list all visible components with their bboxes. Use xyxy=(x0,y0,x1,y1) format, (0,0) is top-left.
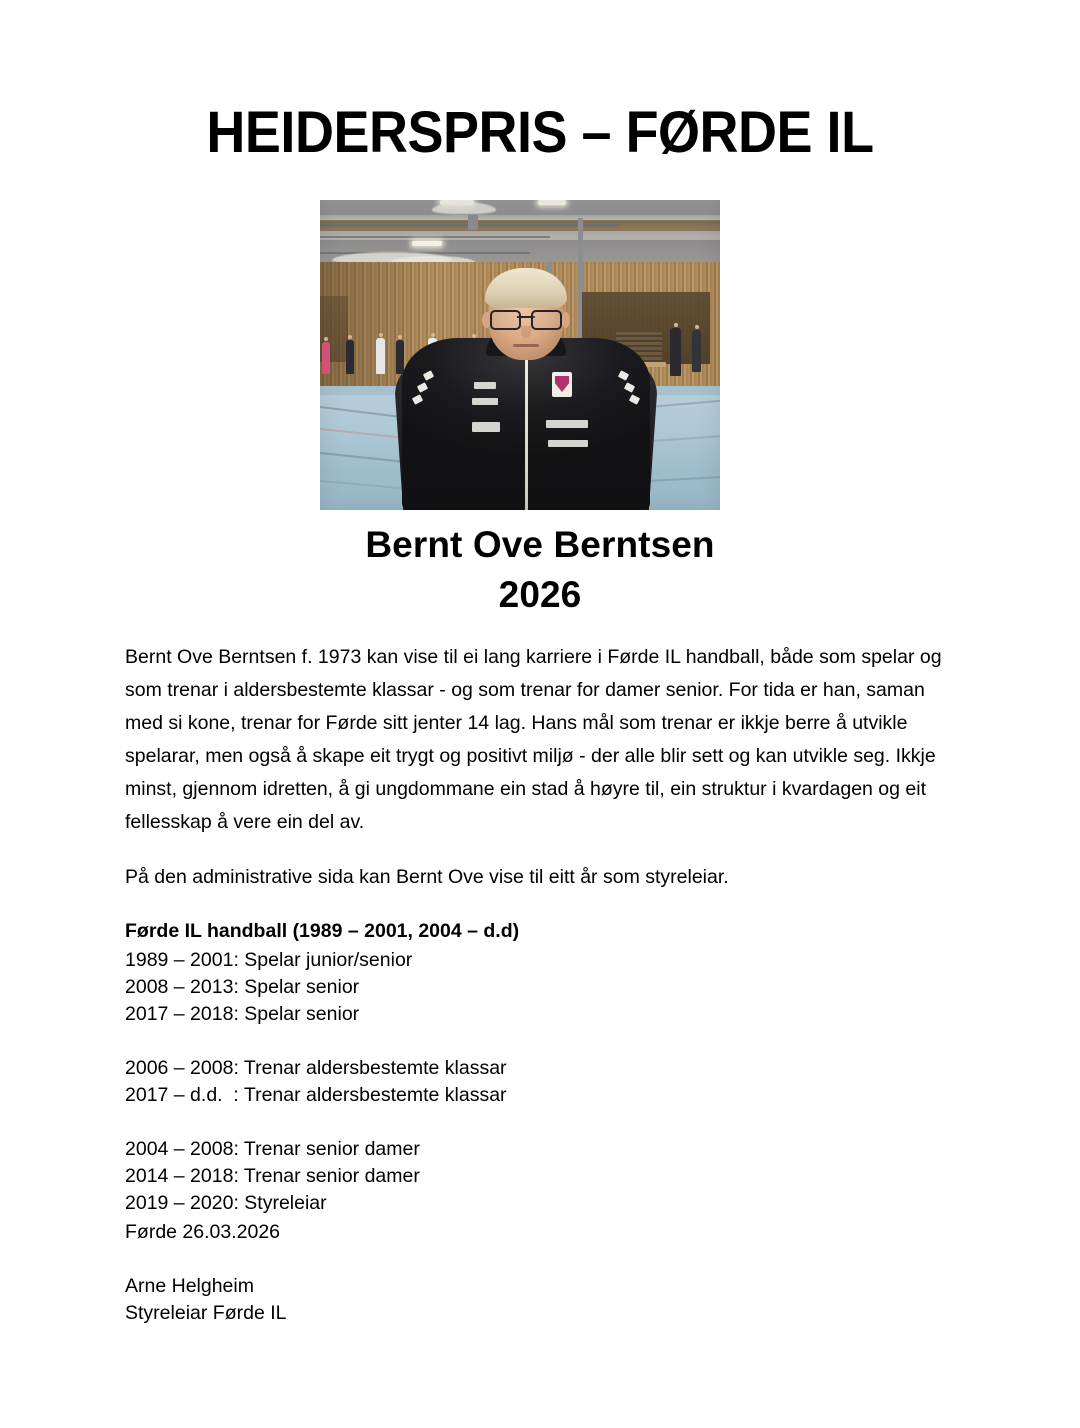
photo-canvas xyxy=(320,200,720,510)
signature-block xyxy=(125,1219,825,1327)
career-item: 1989 – 2001: Spelar junior/senior xyxy=(125,949,413,971)
award-year: 2026 xyxy=(498,574,582,615)
subject-eyebrow-right xyxy=(537,305,559,308)
sponsor-spenst-logo xyxy=(546,420,588,428)
signature-spacer xyxy=(125,1246,825,1273)
paragraph-biography: Bernt Ove Berntsen f. 1973 kan vise til ei lang karriere i Førde IL handball, både som spelar og som trenar i aldersbestemte klassar - og som trenar for damer senior. For tida er han, saman med si kone, trenar for Førde sitt jenter 14 lag. Hans mål som trenar er ikkje berre å utvikle spelarar, men også å skape eit trygt og positivt miljø - der alle blir sett og kan utvikle seg. Ikkje minst, gjennom idretten, å gi ungdommane ein stad å høyre til, ein struktur i kvardagen og eit fellesskap å vere ein del av. xyxy=(125,646,942,833)
career-item: 2017 – d.d. : Trenar aldersbestemte klassar xyxy=(125,1084,507,1106)
background-person xyxy=(692,330,701,372)
career-item: 2004 – 2008: Trenar senior damer xyxy=(125,1138,420,1160)
sponsor-sport1-logo xyxy=(472,398,498,405)
subject-mouth xyxy=(513,344,539,347)
ceiling-light xyxy=(412,241,442,246)
list-spacer xyxy=(125,1028,957,1055)
subject-figure xyxy=(402,272,650,510)
ceiling-net xyxy=(432,202,496,214)
eyeglass-lens-left xyxy=(490,310,521,330)
career-heading: Førde IL handball (1989 – 2001, 2004 – d.d) xyxy=(125,920,520,942)
career-item: 2017 – 2018: Spelar senior xyxy=(125,1003,360,1025)
eyeglass-lens-right xyxy=(531,310,562,330)
sponsor-sparebanken-logo xyxy=(472,422,500,432)
subject-hair xyxy=(485,268,567,308)
body-text xyxy=(125,641,957,1217)
recipient-name: Bernt Ove Berntsen xyxy=(365,524,715,565)
ceiling-light xyxy=(538,200,566,205)
recipient-heading xyxy=(0,520,1080,620)
club-crest xyxy=(552,372,572,397)
signature-place-date: Førde 26.03.2026 xyxy=(125,1221,281,1243)
recipient-photo xyxy=(320,200,720,510)
eyeglasses xyxy=(490,310,562,327)
subject-ear-right xyxy=(561,312,570,328)
sponsor-enivest-logo xyxy=(548,440,588,447)
career-item: 2008 – 2013: Spelar senior xyxy=(125,976,360,998)
career-item: 2014 – 2018: Trenar senior damer xyxy=(125,1165,420,1187)
list-spacer xyxy=(125,1109,957,1136)
sponsor-select-logo xyxy=(474,382,496,389)
paragraph-administrative: På den administrative sida kan Bernt Ove vise til eitt år som styreleiar. xyxy=(125,866,729,888)
background-person xyxy=(322,342,330,374)
page-title: HEIDERSPRIS – FØRDE IL xyxy=(206,100,874,165)
signature-role: Styreleiar Førde IL xyxy=(125,1302,287,1324)
subject-eyebrow-left xyxy=(493,305,515,308)
signature-name: Arne Helgheim xyxy=(125,1275,254,1297)
career-item: 2006 – 2008: Trenar aldersbestemte klassar xyxy=(125,1057,507,1079)
career-item: 2019 – 2020: Styreleiar xyxy=(125,1192,327,1214)
subject-nose xyxy=(521,326,531,338)
ceiling-beam xyxy=(320,236,550,238)
background-person xyxy=(346,340,354,374)
background-person xyxy=(376,338,385,374)
background-person-walking xyxy=(670,328,681,376)
jacket-zip xyxy=(525,344,528,510)
